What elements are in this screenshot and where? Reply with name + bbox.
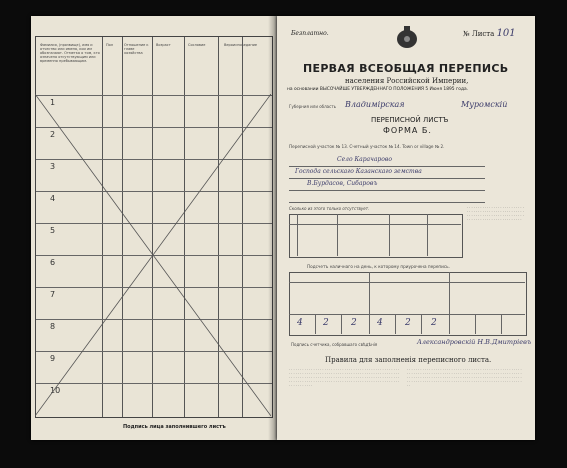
imperial-eagle-emblem: [395, 24, 419, 52]
handwritten-owner: Господа сельскаго Казанскаго земства: [295, 168, 422, 175]
gubernia-value: Владимірская: [345, 100, 405, 109]
form-label: ФОРМА Б.: [383, 126, 432, 135]
rule-line: [341, 314, 342, 334]
header-col-relation: Отношение к главе хозяйства: [124, 43, 149, 55]
signature-value: Александровскій Н.В.Дмитріевъ: [417, 338, 532, 346]
rule-line: [289, 314, 525, 315]
notes-text: · · · · · · · · · · · · · · · · · · · · · · · · · · · · · · · · · · · · · · · · · · · · · · · · · · · · · · · · · · · · · · · · · · · · · · · · · · · · · · · · · · · · · · · · · · · · · · · · · · · · · · ·: [467, 206, 524, 222]
count-value: 4: [297, 318, 303, 328]
page-subtitle: населения Российской Империи,: [345, 77, 469, 85]
summary-title: Подсчетъ наличнаго на день, к которому приурочена перепись.: [307, 264, 450, 269]
count-value: 2: [323, 318, 329, 328]
header-col-name: Фамилия, (прозвище), имя и отчество или имена, кои им обозначают. Отметка о том, кто означено отсутствующим или временно пребывающим.: [40, 43, 100, 63]
district-line: Переписной участок № 13. Счетный участок № 14. Town or village № 2.: [289, 144, 445, 149]
form-title: ПЕРЕПИСНОЙ ЛИСТЪ: [371, 116, 449, 124]
left-page: [31, 16, 277, 440]
rules-title: Правила для заполненія переписного листа.: [325, 356, 492, 364]
rule-line: [449, 272, 450, 334]
row-number: 6: [50, 258, 56, 267]
row-number: 3: [50, 162, 56, 171]
rule-line: [369, 272, 370, 334]
count-value: 4: [377, 318, 383, 328]
rule-line: [501, 314, 502, 334]
row-number: 8: [50, 322, 56, 331]
sheet-label: № Листа: [463, 30, 495, 38]
header-col-religion: Вероисповедание: [224, 43, 258, 47]
legal-basis: на основании ВЫСОЧАЙШЕ УТВЕРЖДЕННАГО ПОЛОЖЕНИЯ 5 Июня 1895 года.: [287, 87, 469, 92]
count-value: 2: [405, 318, 411, 328]
rule-line: [289, 224, 461, 225]
row-number: 7: [50, 290, 56, 299]
row-number: 2: [50, 130, 56, 139]
handwritten-names: В.Бурдасов, Сибаровъ: [307, 180, 378, 187]
handwritten-village: Село Карачарово: [337, 156, 392, 163]
row-number: 9: [50, 354, 56, 363]
absent-title: Сколько из этого только отсутствует.: [289, 206, 370, 211]
rule-line: [395, 314, 396, 334]
row-number: 4: [50, 194, 56, 203]
free-label: Безплатно.: [291, 30, 329, 37]
rule-line: [297, 214, 298, 256]
rule-line: [289, 166, 485, 167]
row-number: 5: [50, 226, 56, 235]
row-number: 10: [50, 386, 61, 395]
header-col-age: Возраст: [156, 43, 171, 47]
signature-label: Подпись лица заполнившего листъ: [123, 424, 226, 430]
rule-line: [289, 282, 525, 283]
header-col-estate: Сословие: [188, 43, 206, 47]
count-value: 2: [351, 318, 357, 328]
table-header: [36, 37, 272, 96]
page-title: ПЕРВАЯ ВСЕОБЩАЯ ПЕРЕПИСЬ: [303, 62, 509, 75]
right-page: [277, 16, 535, 440]
rule-line: [475, 314, 476, 334]
sheet-number: 101: [496, 28, 516, 39]
rule-line: [421, 314, 422, 334]
rule-line: [289, 202, 485, 203]
crossed-out-lines: [35, 94, 271, 416]
signature-label: Подпись счетчика, собравшаго свѣдѣнія: [291, 342, 378, 347]
uezd-value: Муромскій: [461, 100, 508, 109]
sheet-number-label: [463, 28, 516, 39]
row-number: 1: [50, 98, 56, 107]
gubernia-label: Губерния или область: [289, 104, 337, 109]
rule-line: [337, 214, 338, 256]
rules-text-col1: · · · · · · · · · · · · · · · · · · · · · · · · · · · · · · · · · · · · · · · · · · · · · · · · · · · · · · · · · · · · · · · · · · · · · · · · · · · · · · · · · · · · · · · · · · · · · · · · · · · · · · · · · · · · · · · · · · · · · · · · · · · · · · · · · · · · · · · · · · · · · · · · · · · · · · · · · · · · · · · · · · · · · · · · · · · · · · · · · · · · · · · · · · · · · · · · · · · · · · · · · · · · · · · · · · ·: [289, 368, 400, 388]
absent-table: [289, 214, 463, 258]
rule-line: [289, 178, 485, 179]
rules-text-col2: · · · · · · · · · · · · · · · · · · · · · · · · · · · · · · · · · · · · · · · · · · · · · · · · · · · · · · · · · · · · · · · · · · · · · · · · · · · · · · · · · · · · · · · · · · · · · · · · · · · · · · · · · · · · · · · · · · · · · · · · · · · · · · · · · · · · · · · · · · · · · · · · · · · · · · · · · · · · · · · · · · · · · · · · · · · · · · · · · · · · · · · · · · · · · · · · · · · · · · · · · · · · · · · · · ·: [407, 368, 522, 388]
rule-line: [315, 314, 316, 334]
rule-line: [389, 214, 390, 256]
rule-line: [289, 190, 485, 191]
rule-line: [427, 214, 428, 256]
count-value: 2: [431, 318, 437, 328]
header-col-sex: Пол: [106, 43, 114, 47]
